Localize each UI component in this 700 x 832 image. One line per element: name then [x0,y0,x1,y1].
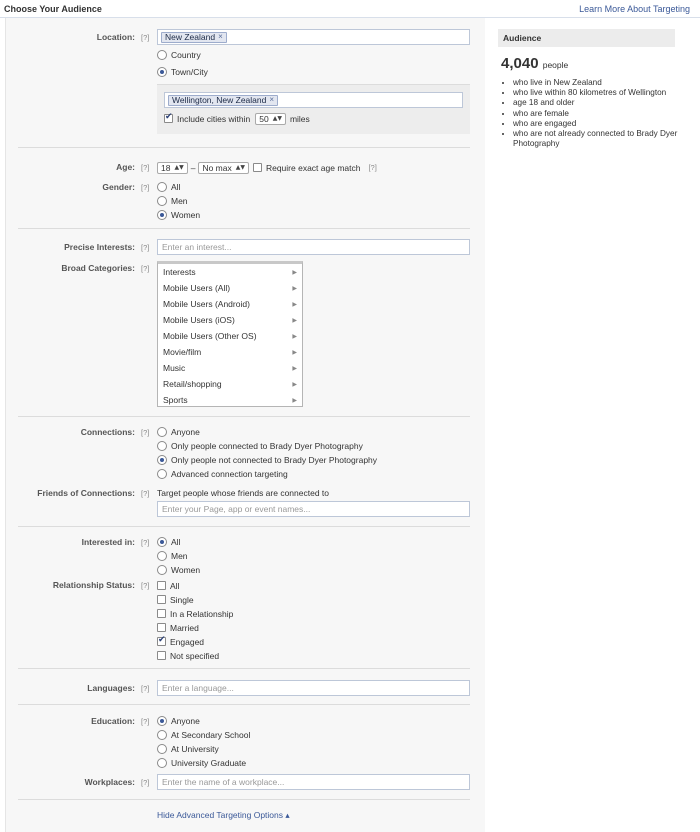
audience-count-unit: people [542,60,569,70]
chevron-right-icon: ▶ [292,380,297,388]
precise-interests-label: Precise Interests: [64,242,135,252]
radio-icon[interactable] [157,551,167,561]
education-option-anyone[interactable] [157,714,200,727]
interested-in-option-label: Men [171,550,188,561]
radio-icon[interactable] [157,50,167,60]
interested-in-label: Interested in: [81,537,135,547]
interested-in-option-men[interactable] [157,549,188,562]
education-help-icon[interactable]: [?] [141,717,150,726]
radio-icon[interactable] [157,565,167,575]
chevron-right-icon: ▶ [292,396,297,404]
location-input[interactable] [157,29,470,45]
category-label: Mobile Users (Other OS) [163,331,257,341]
radio-icon[interactable] [157,196,167,206]
age-max-value: No max [202,162,232,173]
section-divider [18,704,470,705]
location-option-city[interactable] [157,65,208,78]
audience-criterion: • who are engaged [513,119,679,129]
checkbox-icon[interactable] [157,595,166,604]
radio-icon[interactable] [157,427,167,437]
include-cities-label: Include cities within [177,113,251,124]
select-arrows-icon: ▲▼ [235,164,245,171]
section-divider [18,416,470,417]
location-token-label: New Zealand [165,32,216,42]
checkbox-icon[interactable] [157,651,166,660]
exact-age-label: Require exact age match [265,162,361,173]
learn-more-link[interactable]: Learn More About Targeting [579,4,690,14]
friends-of-connections-label: Friends of Connections: [37,488,135,498]
category-item[interactable] [158,360,302,376]
location-label: Location: [96,32,135,42]
gender-option-label: Women [171,209,201,220]
chevron-right-icon: ▶ [292,348,297,356]
chevron-right-icon: ▶ [292,364,297,372]
section-divider [18,526,470,527]
category-label: Sports [163,395,188,405]
relationship-option-married[interactable] [157,621,199,634]
languages-input[interactable]: Enter a language... [157,680,470,696]
relationship-option-in-relationship[interactable] [157,607,233,620]
gender-help-icon[interactable]: [?] [141,183,150,192]
section-divider [18,228,470,229]
gender-option-label: All [171,181,181,192]
interested-in-help-icon[interactable]: [?] [141,538,150,547]
gender-option-men[interactable] [157,194,188,207]
education-option-label: University Graduate [171,757,247,768]
radio-selected-icon[interactable] [157,210,167,220]
select-arrows-icon: ▲▼ [272,115,282,122]
age-dash: – [190,162,196,173]
interested-in-option-label: All [171,536,181,547]
education-option-label: At Secondary School [171,729,251,740]
relationship-option-all[interactable] [157,579,179,592]
category-item[interactable] [158,328,302,344]
category-label: Mobile Users (All) [163,283,231,293]
category-item[interactable] [158,392,302,408]
section-divider [18,147,470,148]
connections-option-anyone[interactable] [157,425,200,438]
location-option-label: Country [171,49,201,60]
location-option-label: Town/City [171,66,208,77]
connections-option-connected[interactable] [157,439,363,452]
education-option-label: At University [171,743,219,754]
radius-select[interactable] [255,113,286,125]
include-cities-row [164,112,310,125]
languages-label: Languages: [87,683,135,693]
languages-help-icon[interactable]: [?] [141,684,150,693]
gender-option-label: Men [171,195,188,206]
category-item[interactable] [158,264,302,280]
location-token [161,32,227,43]
audience-count-value: 4,040 [501,55,539,72]
age-min-select[interactable] [157,162,188,174]
relationship-option-label: In a Relationship [170,608,234,619]
workplaces-help-icon[interactable]: [?] [141,778,150,787]
relationship-status-label: Relationship Status: [52,580,135,590]
category-item[interactable] [158,296,302,312]
interested-in-option-all[interactable] [157,535,180,548]
radio-icon[interactable] [157,758,167,768]
friends-of-connections-description: Target people whose friends are connected to [157,488,330,498]
category-item[interactable] [158,280,302,296]
age-row [157,161,377,174]
connections-option-not-connected[interactable] [157,453,377,466]
checkbox-checked-icon[interactable] [157,637,166,646]
connections-label: Connections: [80,427,135,437]
education-option-graduate[interactable] [157,756,246,769]
workplaces-label: Workplaces: [84,777,135,787]
gender-option-women[interactable] [157,208,200,221]
exact-age-help-icon[interactable]: [?] [368,163,377,172]
broad-categories-label: Broad Categories: [61,263,135,273]
relationship-option-label: Not specified [170,650,220,661]
relationship-option-label: Single [170,594,194,605]
interested-in-option-women[interactable] [157,563,200,576]
workplaces-input[interactable]: Enter the name of a workplace... [157,774,470,790]
radio-selected-icon[interactable] [157,716,167,726]
radio-icon[interactable] [157,730,167,740]
audience-header: Audience [498,29,675,47]
connections-option-label: Advanced connection targeting [171,468,288,479]
radio-selected-icon[interactable] [157,537,167,547]
relationship-option-not-specified[interactable] [157,649,219,662]
friends-of-connections-input[interactable]: Enter your Page, app or event names... [157,501,470,517]
radius-value: 50 [259,113,269,124]
remove-token-icon[interactable]: × [269,95,275,104]
section-divider [18,668,470,669]
audience-criterion: • who live within 80 kilometres of Wellington [513,88,679,98]
hide-advanced-targeting-link[interactable]: Hide Advanced Targeting Options ▴ [157,810,290,820]
chevron-right-icon: ▶ [292,316,297,324]
category-label: Retail/shopping [163,379,222,389]
audience-count [501,55,568,72]
radio-selected-icon[interactable] [157,67,167,77]
relationship-option-label: All [170,580,180,591]
radio-icon[interactable] [157,744,167,754]
age-max-select[interactable] [198,162,249,174]
include-cities-checkbox[interactable] [164,114,173,123]
location-option-country[interactable] [157,48,201,61]
relationship-status-help-icon[interactable]: [?] [141,581,150,590]
education-option-label: Anyone [171,715,200,726]
gender-label: Gender: [102,182,135,192]
remove-token-icon[interactable]: × [218,32,223,41]
category-label: Movie/film [163,347,202,357]
radius-unit: miles [289,113,310,124]
relationship-option-label: Engaged [170,636,205,647]
category-label: Mobile Users (iOS) [163,315,235,325]
city-input[interactable] [164,92,463,108]
education-option-secondary[interactable] [157,728,250,741]
broad-categories-list[interactable] [157,261,303,407]
education-option-university[interactable] [157,742,219,755]
city-token-label: Wellington, New Zealand [172,95,267,105]
category-label: Interests [163,267,196,277]
category-label: Music [163,363,186,373]
relationship-option-single[interactable] [157,593,194,606]
location-help-icon[interactable]: [?] [141,33,150,42]
connections-option-label: Anyone [171,426,200,437]
relationship-option-engaged[interactable] [157,635,204,648]
audience-criterion: • who live in New Zealand [513,78,679,88]
chevron-right-icon: ▶ [292,300,297,308]
category-label: Mobile Users (Android) [163,299,250,309]
connections-help-icon[interactable]: [?] [141,428,150,437]
connections-option-advanced[interactable] [157,467,288,480]
friends-of-connections-help-icon[interactable]: [?] [141,489,150,498]
audience-criterion: • who are female [513,109,679,119]
radio-icon[interactable] [157,182,167,192]
precise-interests-help-icon[interactable]: [?] [141,243,150,252]
targeting-panel [5,18,485,832]
section-divider [18,799,470,800]
radio-icon[interactable] [157,469,167,479]
radio-icon[interactable] [157,441,167,451]
category-item[interactable] [158,344,302,360]
connections-option-label: Only people not connected to Brady Dyer Photography [171,454,378,465]
checkbox-icon[interactable] [157,581,166,590]
radio-selected-icon[interactable] [157,455,167,465]
relationship-option-label: Married [170,622,199,633]
broad-categories-help-icon[interactable]: [?] [141,264,150,273]
chevron-right-icon: ▶ [292,284,297,292]
education-label: Education: [91,716,135,726]
audience-criterion: • age 18 and older [513,98,679,108]
page-title: Choose Your Audience [4,4,102,14]
precise-interests-input[interactable]: Enter an interest... [157,239,470,255]
checkbox-icon[interactable] [157,609,166,618]
select-arrows-icon: ▲▼ [174,164,184,171]
chevron-right-icon: ▶ [292,332,297,340]
exact-age-checkbox[interactable] [253,163,262,172]
checkbox-icon[interactable] [157,623,166,632]
age-help-icon[interactable]: [?] [141,163,150,172]
connections-option-label: Only people connected to Brady Dyer Photography [171,440,363,451]
age-label: Age: [116,162,135,172]
category-item[interactable] [158,312,302,328]
category-item[interactable] [158,376,302,392]
interested-in-option-label: Women [171,564,201,575]
audience-criteria-list [501,78,679,149]
age-min-value: 18 [161,162,171,173]
chevron-right-icon: ▶ [292,268,297,276]
audience-criterion: • who are not already connected to Brady Dyer Photography [513,129,679,149]
gender-option-all[interactable] [157,180,180,193]
city-token [168,95,278,106]
